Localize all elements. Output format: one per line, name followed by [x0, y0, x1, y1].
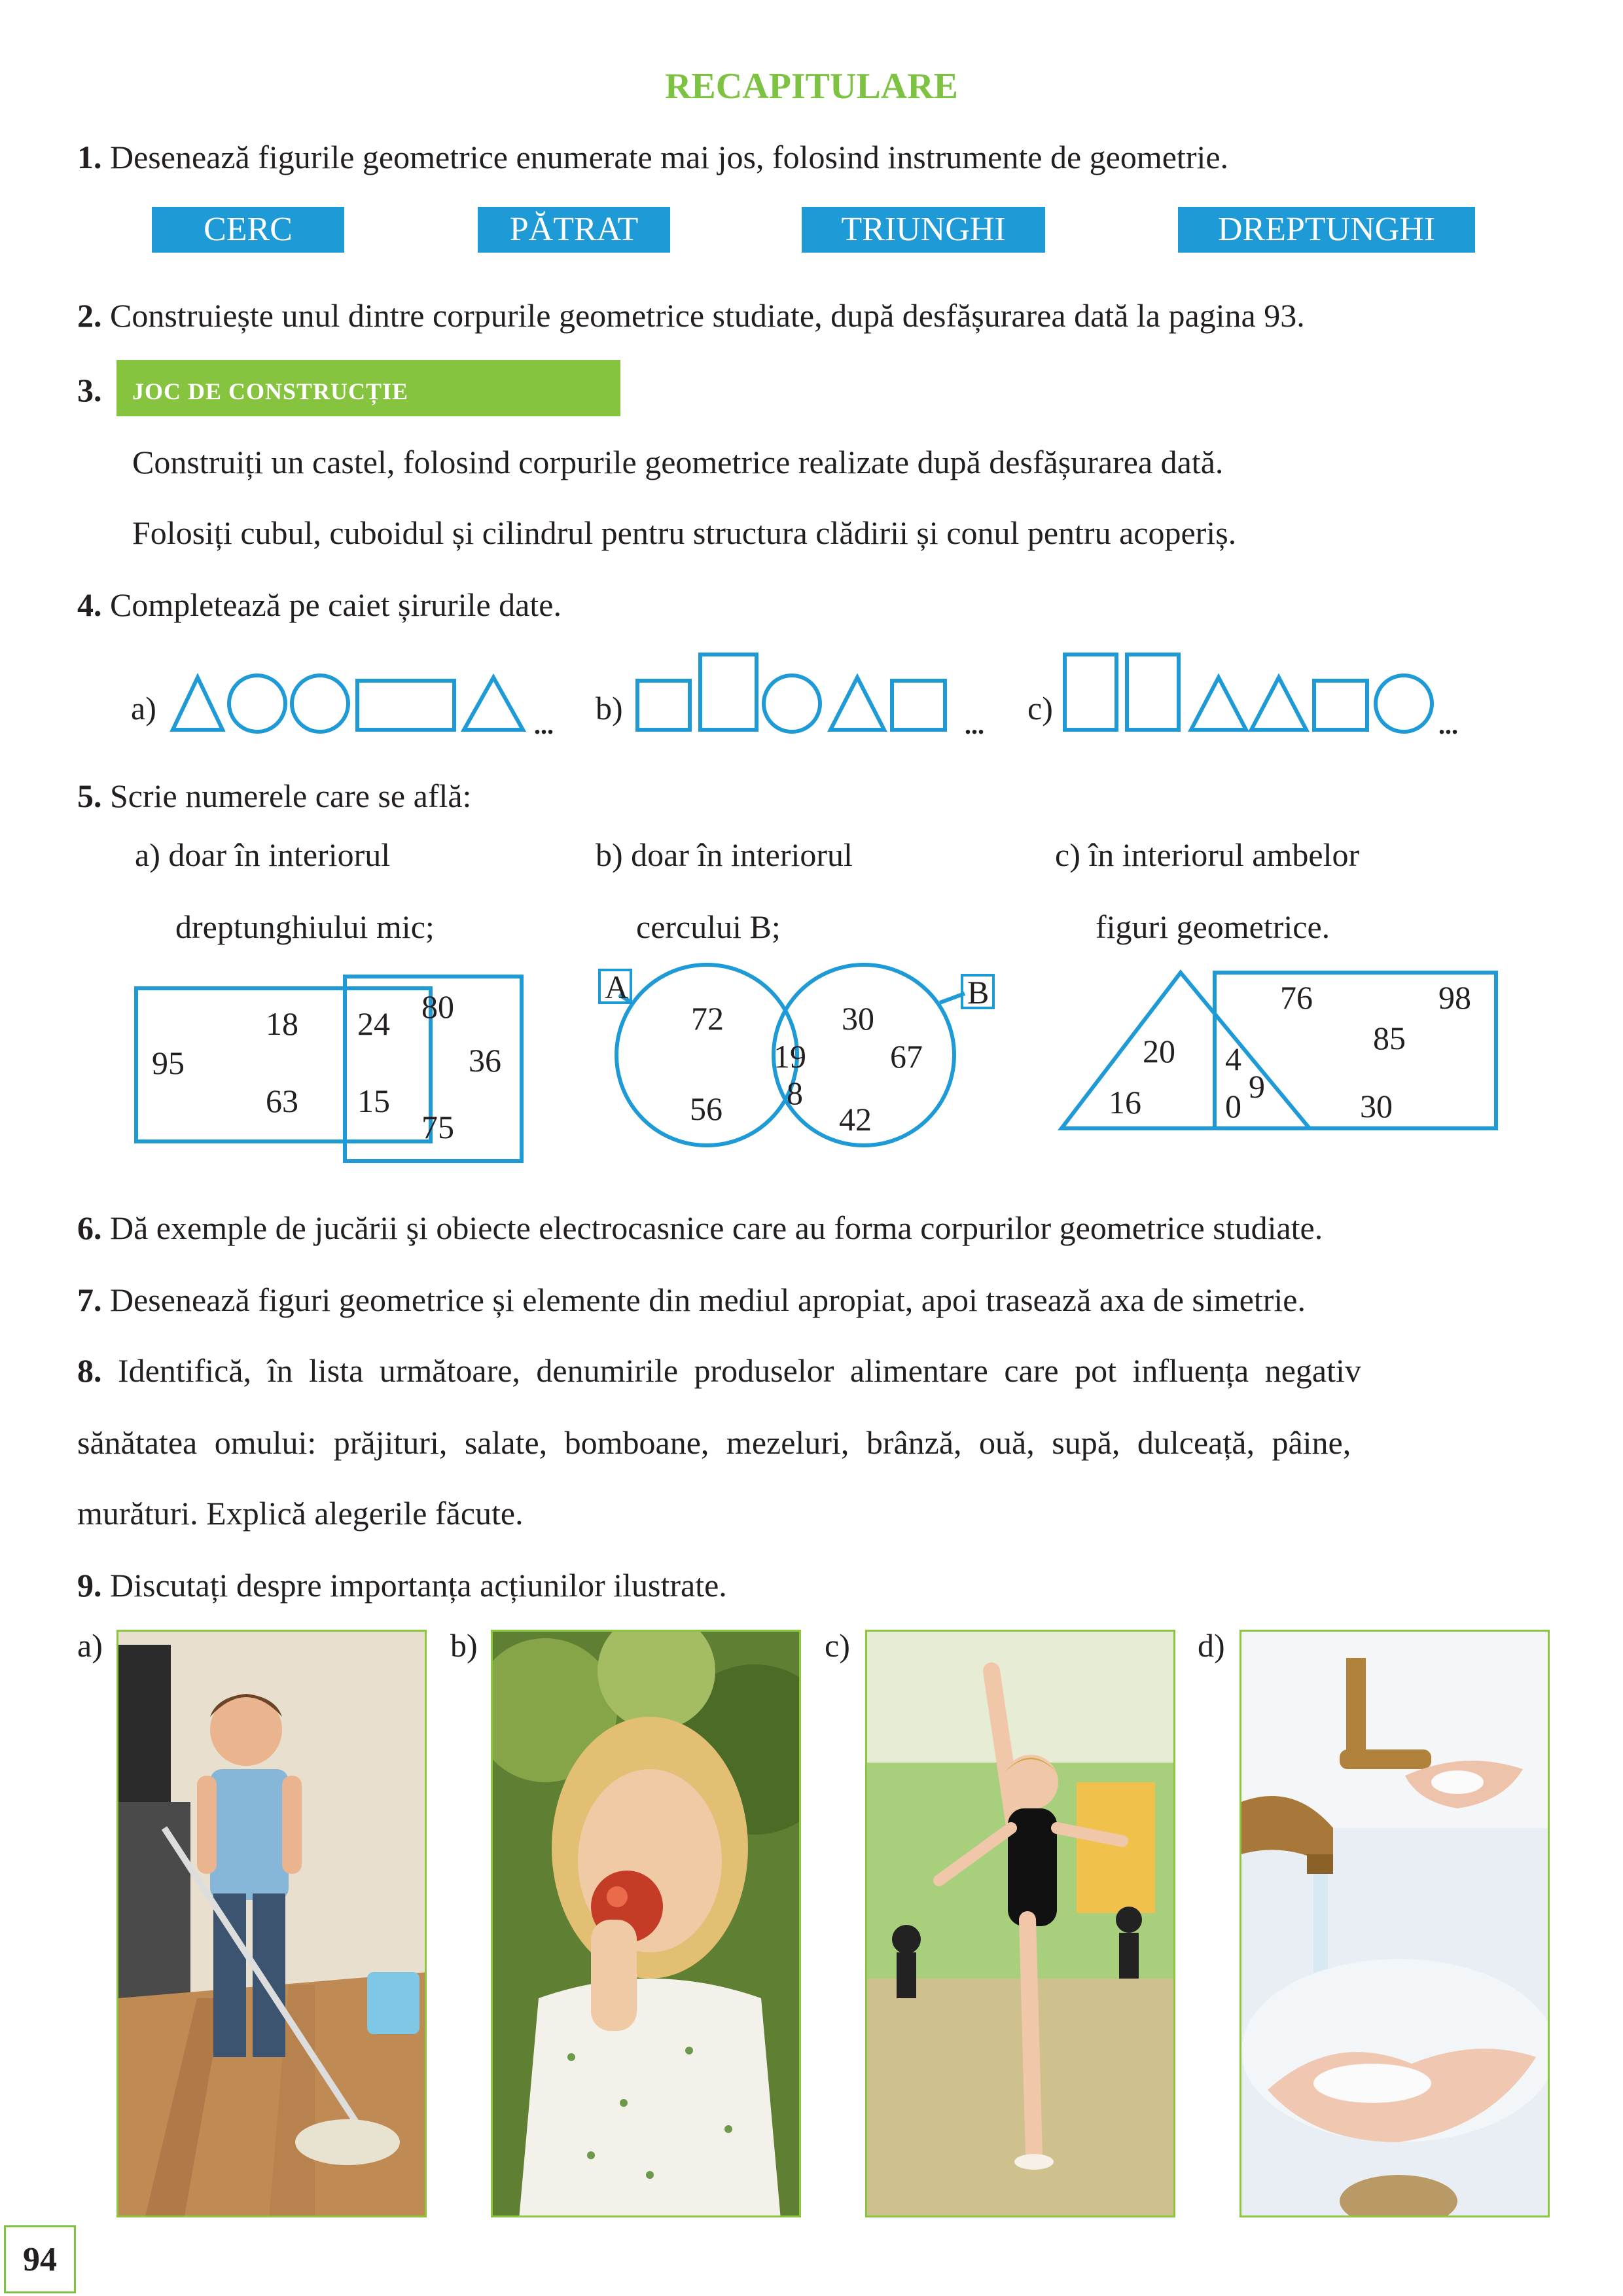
exercise-3-line-2: Folosiți cubul, cuboidul și cilindrul pentru structura clădirii și conul pentru acoperiș. — [132, 514, 1237, 551]
chip-cerc: CERC — [152, 207, 344, 253]
diagram-number: 16 — [1109, 1084, 1141, 1121]
diagram-number: 24 — [357, 1005, 390, 1042]
diagram-number: 18 — [266, 1005, 298, 1042]
photo-d-label: d) — [1198, 1627, 1225, 1664]
diagram-number: 67 — [890, 1038, 923, 1075]
square-shape — [1314, 681, 1367, 730]
diagram-number: 75 — [421, 1109, 454, 1145]
page-number: 94 — [4, 2225, 76, 2293]
exercise-number: 7. — [77, 1282, 102, 1318]
sequence-b-shapes — [637, 655, 945, 732]
circle-shape — [229, 675, 285, 732]
exercise-9 — [77, 1566, 727, 1605]
sequence-a-shapes — [173, 675, 523, 732]
ex5-c-line-1: c) în interiorul ambelor — [1055, 836, 1360, 873]
photo-washing-hands — [1240, 1630, 1550, 2217]
photo-c-label: c) — [825, 1627, 850, 1664]
diagram-number: 63 — [266, 1083, 298, 1119]
diagram-number: 42 — [839, 1101, 872, 1138]
sequence-b-ellipsis: ... — [965, 710, 984, 740]
ex5-a-line-2: dreptunghiului mic; — [175, 908, 435, 945]
exercise-5 — [77, 776, 471, 816]
rectangle-shape — [1127, 655, 1179, 730]
page-title: RECAPITULARE — [664, 66, 959, 107]
photo-boy-mopping — [116, 1630, 427, 2217]
exercise-text: Completează pe caiet șirurile date. — [110, 586, 562, 623]
diagram-number: 30 — [1360, 1088, 1393, 1124]
chip-patrat: PĂTRAT — [478, 207, 670, 253]
exercise-3-line-1: Construiți un castel, folosind corpurile geometrice realizate după desfășurarea dată. — [132, 444, 1224, 480]
diagram-number: 8 — [787, 1075, 803, 1111]
exercise-text: Dă exemple de jucării şi obiecte electrocasnice care au forma corpurilor geometrice studiate. — [110, 1210, 1323, 1246]
diagram-number: 9 — [1249, 1068, 1265, 1105]
photo-girl-eating-apple — [491, 1630, 801, 2217]
exercise-text: Desenează figuri geometrice și elemente din mediul apropiat, apoi trasează axa de simetrie. — [110, 1282, 1306, 1318]
diagram-number: 15 — [357, 1083, 390, 1119]
triangle-shape — [1251, 677, 1306, 730]
exercise-number: 4. — [77, 586, 102, 623]
exercise-8-line-2: sănătatea omului: prăjituri, salate, bomboane, mezeluri, brânză, ouă, supă, dulceață, pâine, — [77, 1424, 1351, 1461]
ex5-c-line-2: figuri geometrice. — [1096, 908, 1330, 945]
sequence-a-ellipsis: ... — [534, 710, 554, 740]
square-shape — [892, 681, 945, 730]
diagram-number: 4 — [1225, 1041, 1241, 1077]
rectangle-shape — [1065, 655, 1116, 730]
ex5-b-line-1: b) doar în interiorul — [596, 836, 853, 873]
square-shape — [637, 681, 690, 730]
exercise-number: 6. — [77, 1210, 102, 1246]
triangle-shape — [1191, 677, 1246, 730]
exercise-number: 5. — [77, 778, 102, 814]
construction-game-banner: JOC DE CONSTRUCȚIE — [116, 360, 620, 416]
chip-triunghi: TRIUNGHI — [802, 207, 1045, 253]
diagram-number: 56 — [690, 1090, 722, 1127]
diagram-number: 76 — [1280, 979, 1313, 1016]
diagram-number: 0 — [1225, 1088, 1241, 1124]
exercise-text: Scrie numerele care se află: — [110, 778, 472, 814]
exercise-number: 2. — [77, 297, 102, 334]
exercise-number: 3. — [77, 372, 102, 408]
diagram-number: 80 — [421, 988, 454, 1025]
diagram-number: 72 — [691, 1000, 724, 1037]
exercise-number: 9. — [77, 1567, 102, 1604]
exercise-7 — [77, 1280, 1306, 1319]
exercise-6 — [77, 1208, 1323, 1247]
rectangle-shape — [357, 681, 454, 730]
diagram-number: 30 — [842, 1000, 874, 1037]
exercise-number: 1. — [77, 139, 102, 175]
photo-a-label: a) — [77, 1627, 103, 1664]
exercise-8-line-3: murături. Explică alegerile făcute. — [77, 1495, 524, 1532]
triangle-shape — [464, 677, 523, 730]
circle-shape — [764, 675, 820, 732]
exercise-text: Identifică, în lista următoare, denumirile produselor alimentare care pot influența negativ — [118, 1352, 1361, 1389]
chip-dreptunghi: DREPTUNGHI — [1178, 207, 1475, 253]
diagram-number: 85 — [1373, 1020, 1406, 1056]
exercise-text: Desenează figurile geometrice enumerate mai jos, folosind instrumente de geometrie. — [110, 139, 1229, 175]
photo-b-label: b) — [450, 1627, 478, 1664]
triangle-shape — [830, 677, 884, 730]
sequence-c-label: c) — [1027, 690, 1053, 726]
diagram-number: 98 — [1438, 979, 1471, 1016]
sequence-c-shapes — [1065, 655, 1432, 732]
sequence-a-label: a) — [131, 690, 156, 726]
sequence-c-ellipsis: ... — [1438, 710, 1458, 740]
ex5-a-line-1: a) doar în interiorul — [135, 836, 391, 873]
exercise-8-line-1 — [77, 1351, 1361, 1390]
circle-shape — [292, 675, 348, 732]
circle-b-label: B — [967, 974, 990, 1011]
diagram-a-rectangles — [136, 977, 522, 1161]
sequence-b-label: b) — [596, 690, 623, 726]
exercise-number: 8. — [77, 1352, 102, 1389]
rectangle-shape — [700, 655, 757, 730]
circle-shape — [1376, 675, 1432, 732]
ex5-b-line-2: cercului B; — [636, 908, 781, 945]
photo-girl-gymnastics — [865, 1630, 1175, 2217]
diagram-number: 95 — [152, 1045, 185, 1081]
exercise-text: Construiește unul dintre corpurile geometrice studiate, după desfășurarea dată la pagina 93. — [110, 297, 1305, 334]
circle-a-label: A — [605, 969, 629, 1005]
diagram-number: 36 — [469, 1042, 501, 1079]
triangle-shape — [1061, 973, 1310, 1128]
triangle-shape — [173, 677, 223, 730]
diagram-number: 19 — [774, 1038, 806, 1075]
diagram-number: 20 — [1143, 1033, 1175, 1069]
exercise-text: Discutați despre importanța acțiunilor ilustrate. — [110, 1567, 727, 1604]
